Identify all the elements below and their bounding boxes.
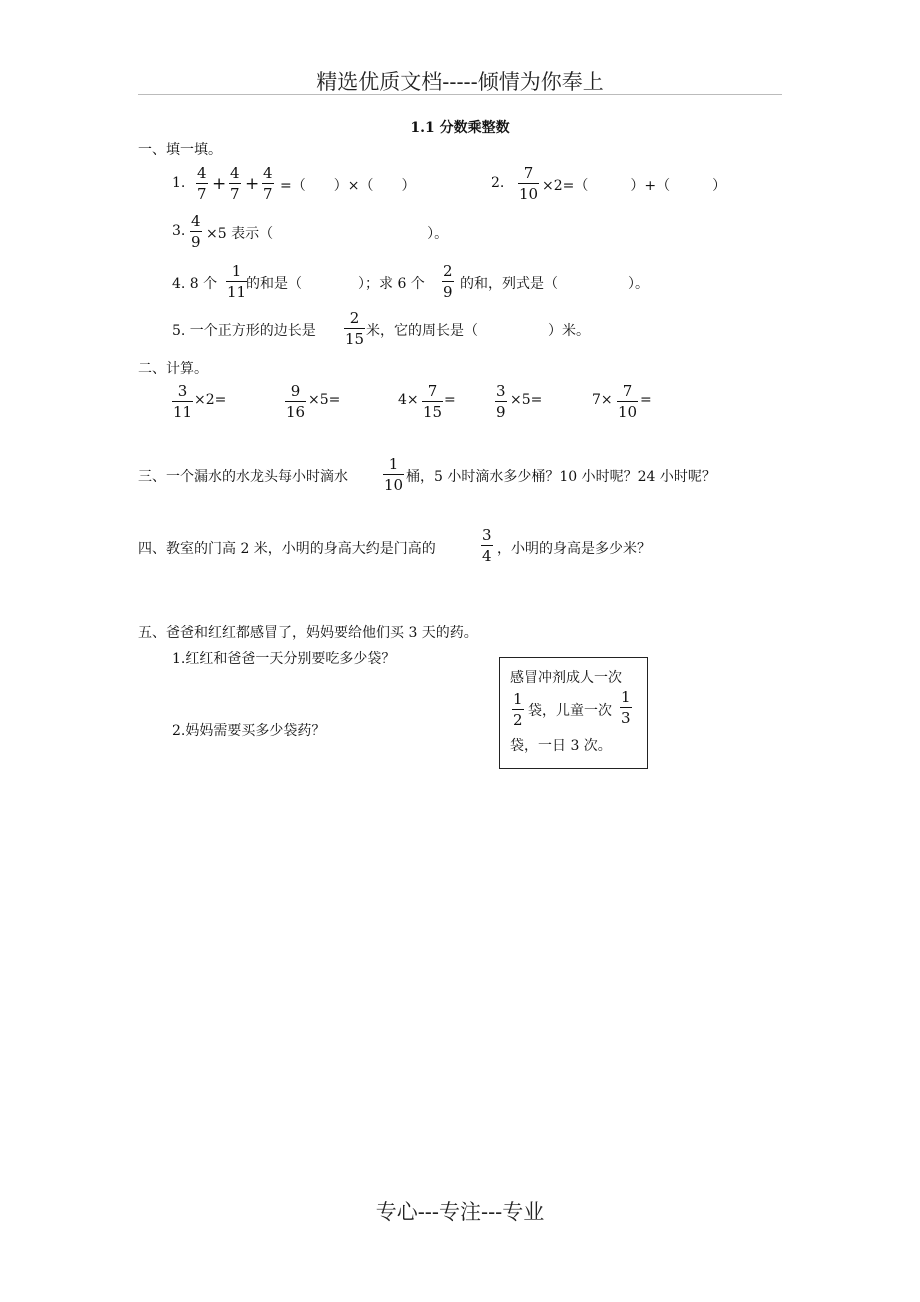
- q1-fraction-2: 4 7: [230, 164, 240, 203]
- section-3-tail: 桶，5 小时滴水多少桶？10 小时呢？24 小时呢？: [406, 469, 716, 485]
- medicine-info-line-2: 袋，儿童一次: [528, 703, 612, 719]
- section-5-heading: 五、爸爸和红红都感冒了，妈妈要给他们买 3 天的药。: [138, 625, 478, 641]
- q3-fraction: 4 9: [191, 212, 201, 251]
- calc-5-tail: =: [640, 392, 652, 408]
- section-5-question-2: 2.妈妈需要买多少袋药？: [172, 723, 326, 739]
- q1-plus-2: +: [245, 174, 260, 194]
- q2-number: 2.: [491, 175, 505, 191]
- q3-tail: ×5 表示（ ）。: [206, 226, 449, 242]
- page-footer: 专心---专注---专业: [375, 1200, 545, 1224]
- section-4-tail: ，小明的身高是多少米？: [497, 541, 651, 557]
- q1-plus-1: +: [212, 174, 227, 194]
- section-3-fraction: 1 10: [384, 455, 404, 494]
- page-header: 精选优质文档-----倾情为你奉上: [316, 70, 604, 94]
- calc-3-tail: =: [444, 392, 456, 408]
- medicine-child-fraction: 1 3: [621, 688, 631, 727]
- q2-tail: ×2=（ ）+（ ）: [542, 178, 727, 194]
- medicine-info-box: [499, 657, 648, 769]
- calc-5-prefix: 7×: [592, 392, 613, 408]
- section-5-question-1: 1.红红和爸爸一天分别要吃多少袋？: [172, 651, 396, 667]
- calc-3-fraction: 7 15: [423, 382, 443, 421]
- calc-1-fraction: 3 11: [173, 382, 193, 421]
- medicine-info-line-3: 袋，一日 3 次。: [510, 738, 612, 754]
- medicine-adult-fraction: 1 2: [513, 690, 523, 729]
- q1-number: 1.: [172, 175, 186, 191]
- q4-prefix: 4. 8 个: [172, 276, 218, 292]
- calc-2-fraction: 9 16: [286, 382, 306, 421]
- q5-tail: 米，它的周长是（ ）米。: [366, 323, 590, 339]
- section-4-prefix: 四、教室的门高 2 米，小明的身高大约是门高的: [138, 541, 436, 557]
- section-2-heading: 二、计算。: [138, 361, 208, 377]
- q5-prefix: 5. 一个正方形的边长是: [172, 323, 316, 339]
- q4-middle: 的和是（ ）；求 6 个: [246, 276, 425, 292]
- calc-5-fraction: 7 10: [618, 382, 638, 421]
- section-1-heading: 一、填一填。: [138, 142, 222, 158]
- q2-fraction: 7 10: [519, 164, 539, 203]
- q1-tail: =（ ）×（ ）: [280, 178, 416, 194]
- q1-fraction-3: 4 7: [263, 164, 273, 203]
- worksheet-title: 1.1 分数乘整数: [410, 120, 510, 136]
- calc-4-fraction: 3 9: [496, 382, 506, 421]
- calc-4-tail: ×5=: [510, 392, 543, 408]
- q3-number: 3.: [172, 223, 186, 239]
- section-3-prefix: 三、一个漏水的水龙头每小时滴水: [138, 469, 348, 485]
- medicine-info-line-1: 感冒冲剂成人一次: [510, 670, 622, 686]
- q1-fraction-1: 4 7: [197, 164, 207, 203]
- header-divider: [138, 94, 782, 95]
- calc-2-tail: ×5=: [308, 392, 341, 408]
- section-4-fraction: 3 4: [482, 526, 492, 565]
- q4-fraction-2: 2 9: [443, 262, 453, 301]
- calc-1-tail: ×2=: [194, 392, 227, 408]
- calc-3-prefix: 4×: [398, 392, 419, 408]
- q4-fraction-1: 1 11: [227, 262, 247, 301]
- q4-tail: 的和，列式是（ ）。: [460, 276, 649, 292]
- q5-fraction: 2 15: [345, 309, 365, 348]
